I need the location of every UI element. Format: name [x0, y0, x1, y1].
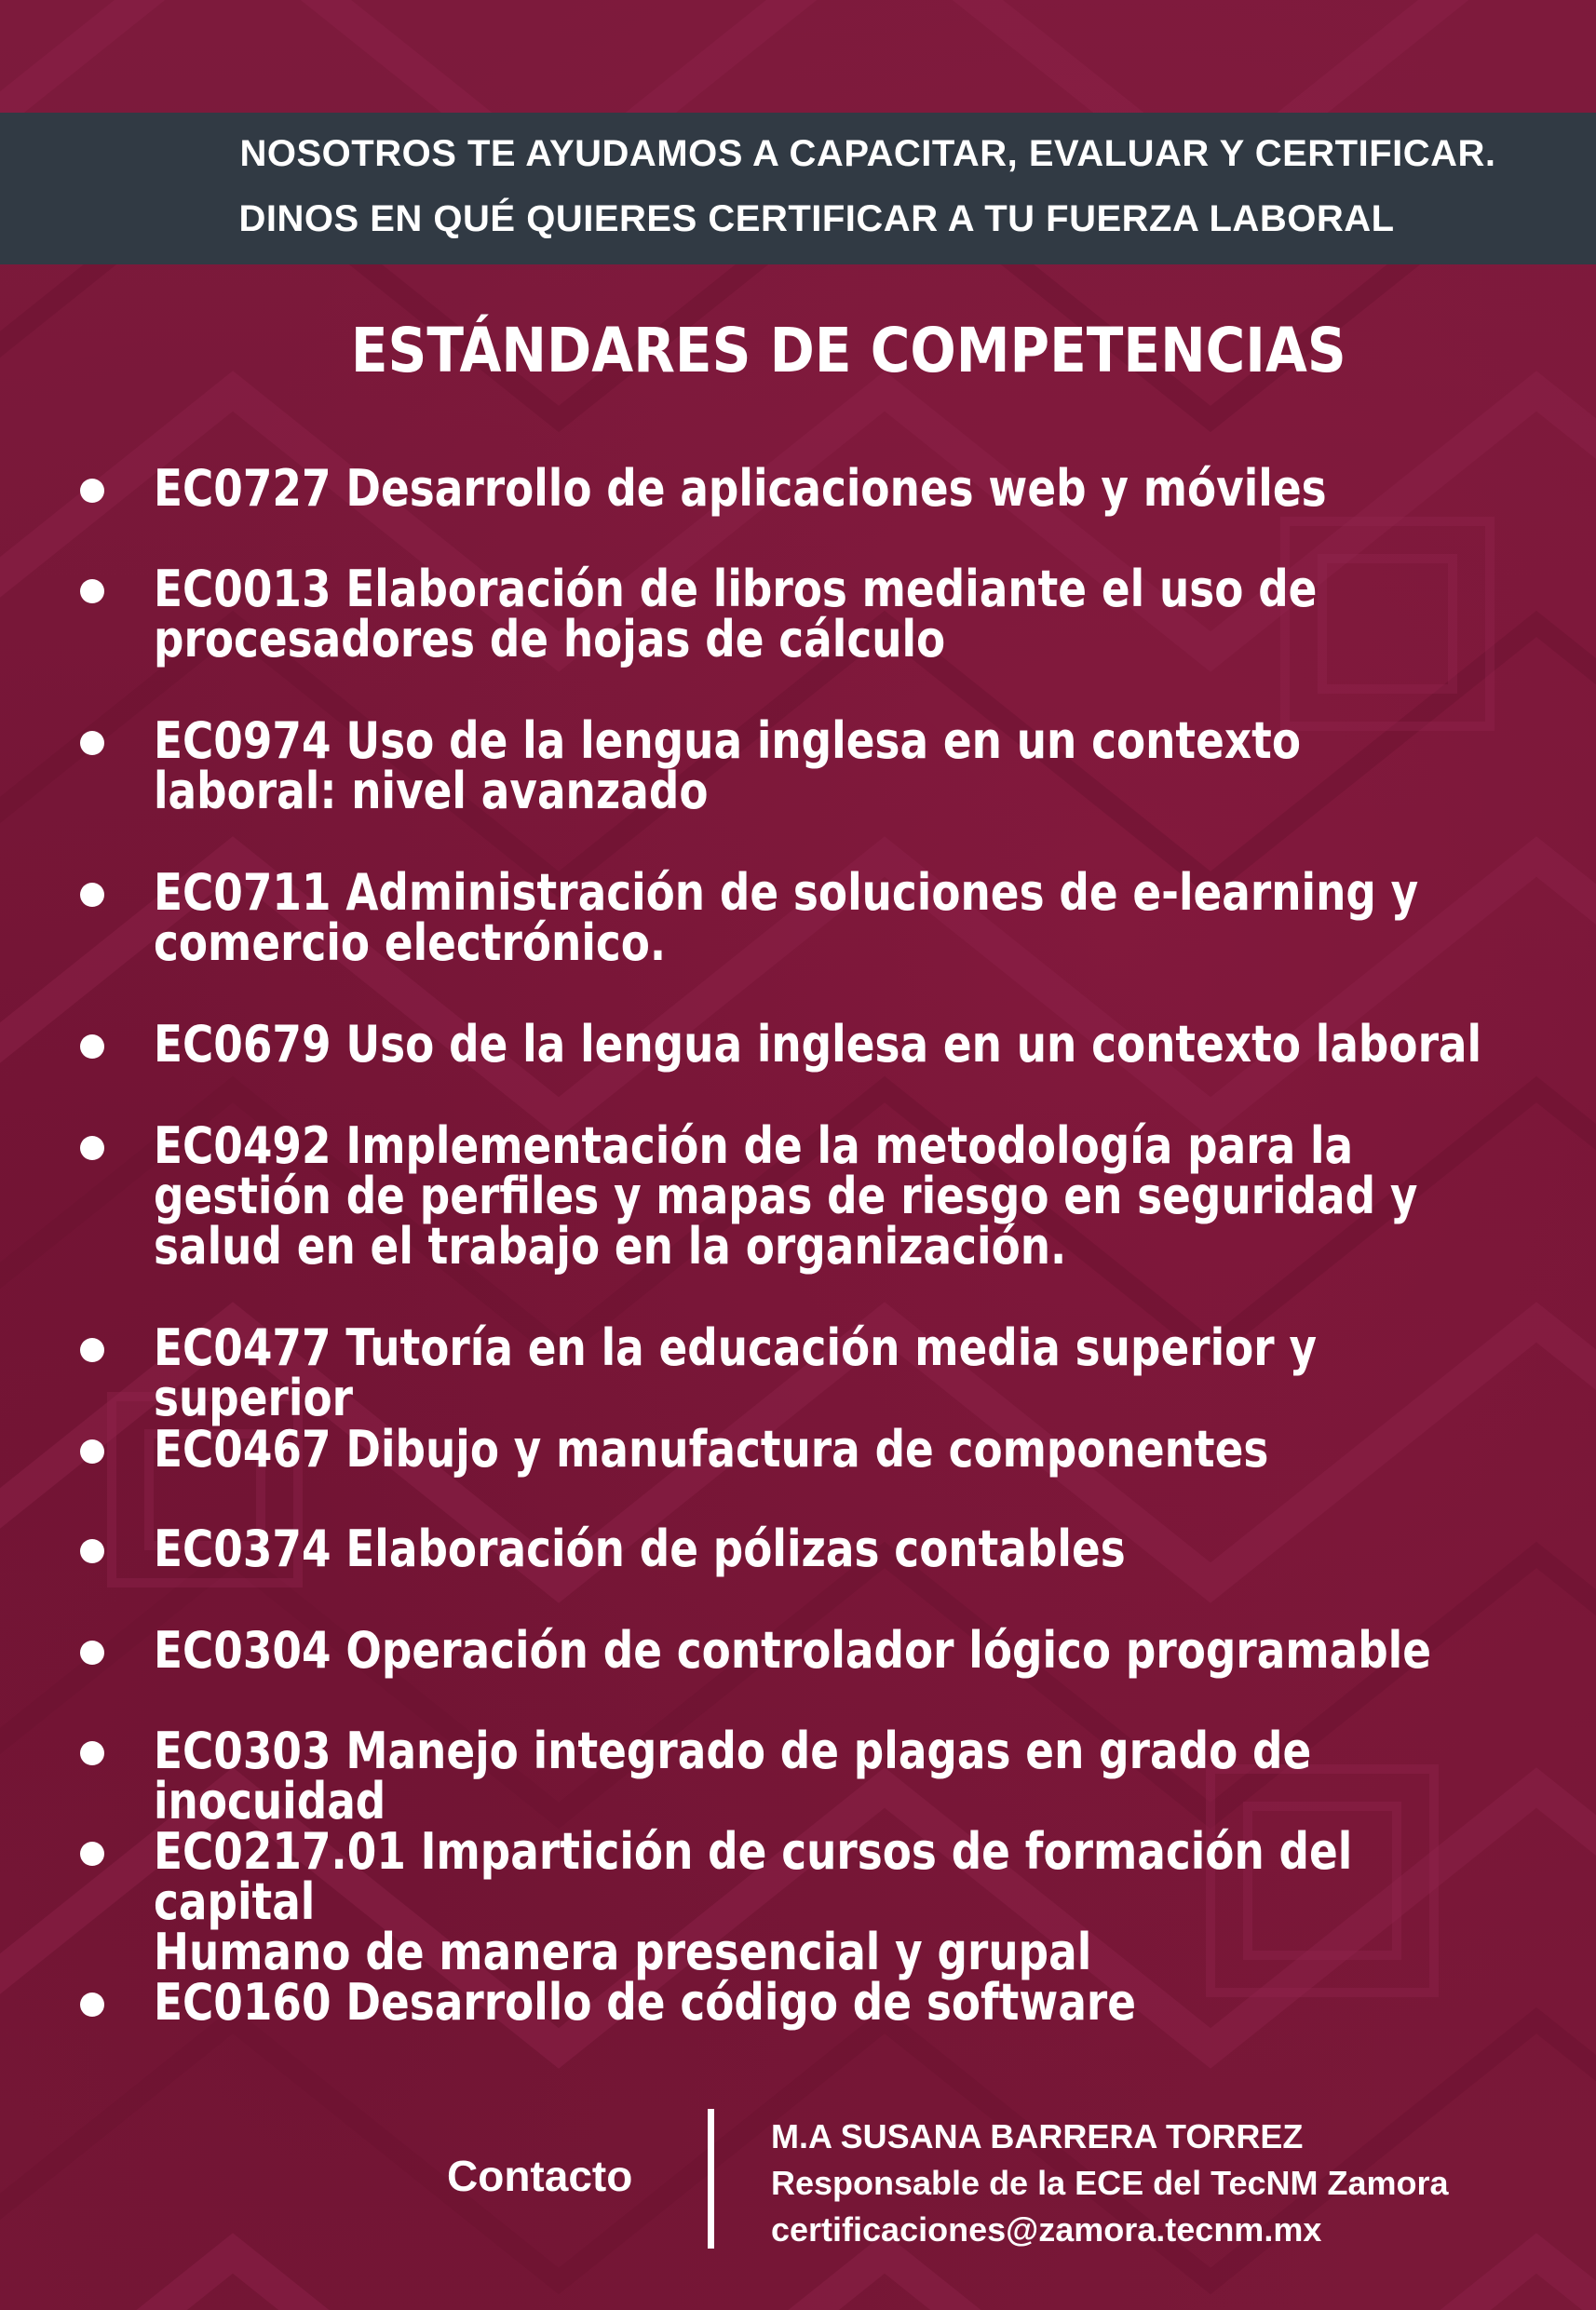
page-title: ESTÁNDARES DE COMPETENCIAS — [350, 315, 1346, 386]
bullet-icon — [80, 1641, 104, 1665]
standard-text: EC0374 Elaboración de pólizas contables — [154, 1520, 1126, 1578]
standard-text: EC0711 Administración de soluciones de e-learning y comercio electrónico. — [154, 863, 1419, 972]
bullet-icon — [80, 1439, 104, 1464]
bullet-icon — [80, 579, 104, 603]
banner-line-1: NOSOTROS TE AYUDAMOS A CAPACITAR, EVALUAR Y CERTIFICAR. — [239, 133, 1496, 174]
banner-line-2: DINOS EN QUÉ QUIERES CERTIFICAR A TU FUERZA LABORAL — [238, 198, 1395, 239]
standard-text: EC0304 Operación de controlador lógico programable — [154, 1621, 1431, 1680]
bullet-icon — [80, 731, 104, 755]
standard-text: EC0492 Implementación de la metodología para la gestión de perfiles y mapas de riesgo en seguridad y salud en el trabajo en la organización. — [154, 1116, 1418, 1276]
contact-divider — [708, 2109, 714, 2249]
contact-email[interactable]: certificaciones@zamora.tecnm.mx — [771, 2210, 1322, 2249]
bullet-icon — [80, 1539, 104, 1563]
standard-text: EC0303 Manejo integrado de plagas en grado de inocuidad — [154, 1722, 1312, 1830]
bullet-icon — [80, 883, 104, 907]
bullet-icon — [80, 1842, 104, 1866]
standard-text: EC0160 Desarrollo de código de software — [154, 1973, 1137, 2032]
contact-role: Responsable de la ECE del TecNM Zamora — [771, 2164, 1449, 2202]
standard-text: EC0974 Uso de la lengua inglesa en un contexto laboral: nivel avanzado — [154, 711, 1301, 820]
standard-text: EC0477 Tutoría en la educación media superior y superior — [154, 1318, 1318, 1427]
standard-text: EC0727 Desarrollo de aplicaciones web y móviles — [154, 459, 1327, 518]
bullet-icon — [80, 1993, 104, 2017]
bullet-icon — [80, 479, 104, 503]
standard-text: EC0013 Elaboración de libros mediante el uso de procesadores de hojas de cálculo — [154, 560, 1318, 669]
standard-text: EC0467 Dibujo y manufactura de componentes — [154, 1420, 1269, 1479]
standard-text: EC0217.01 Impartición de cursos de formación del capital Humano de manera presencial y grupal — [154, 1822, 1353, 1981]
bullet-icon — [80, 1136, 104, 1160]
header-banner — [0, 113, 1596, 264]
bullet-icon — [80, 1338, 104, 1362]
contact-label: Contacto — [447, 2152, 633, 2200]
standard-text: EC0679 Uso de la lengua inglesa en un contexto laboral — [154, 1015, 1482, 1074]
bullet-icon — [80, 1034, 104, 1059]
contact-name: M.A SUSANA BARRERA TORREZ — [771, 2117, 1304, 2155]
contact-info — [771, 2114, 1449, 2253]
bullet-icon — [80, 1741, 104, 1765]
